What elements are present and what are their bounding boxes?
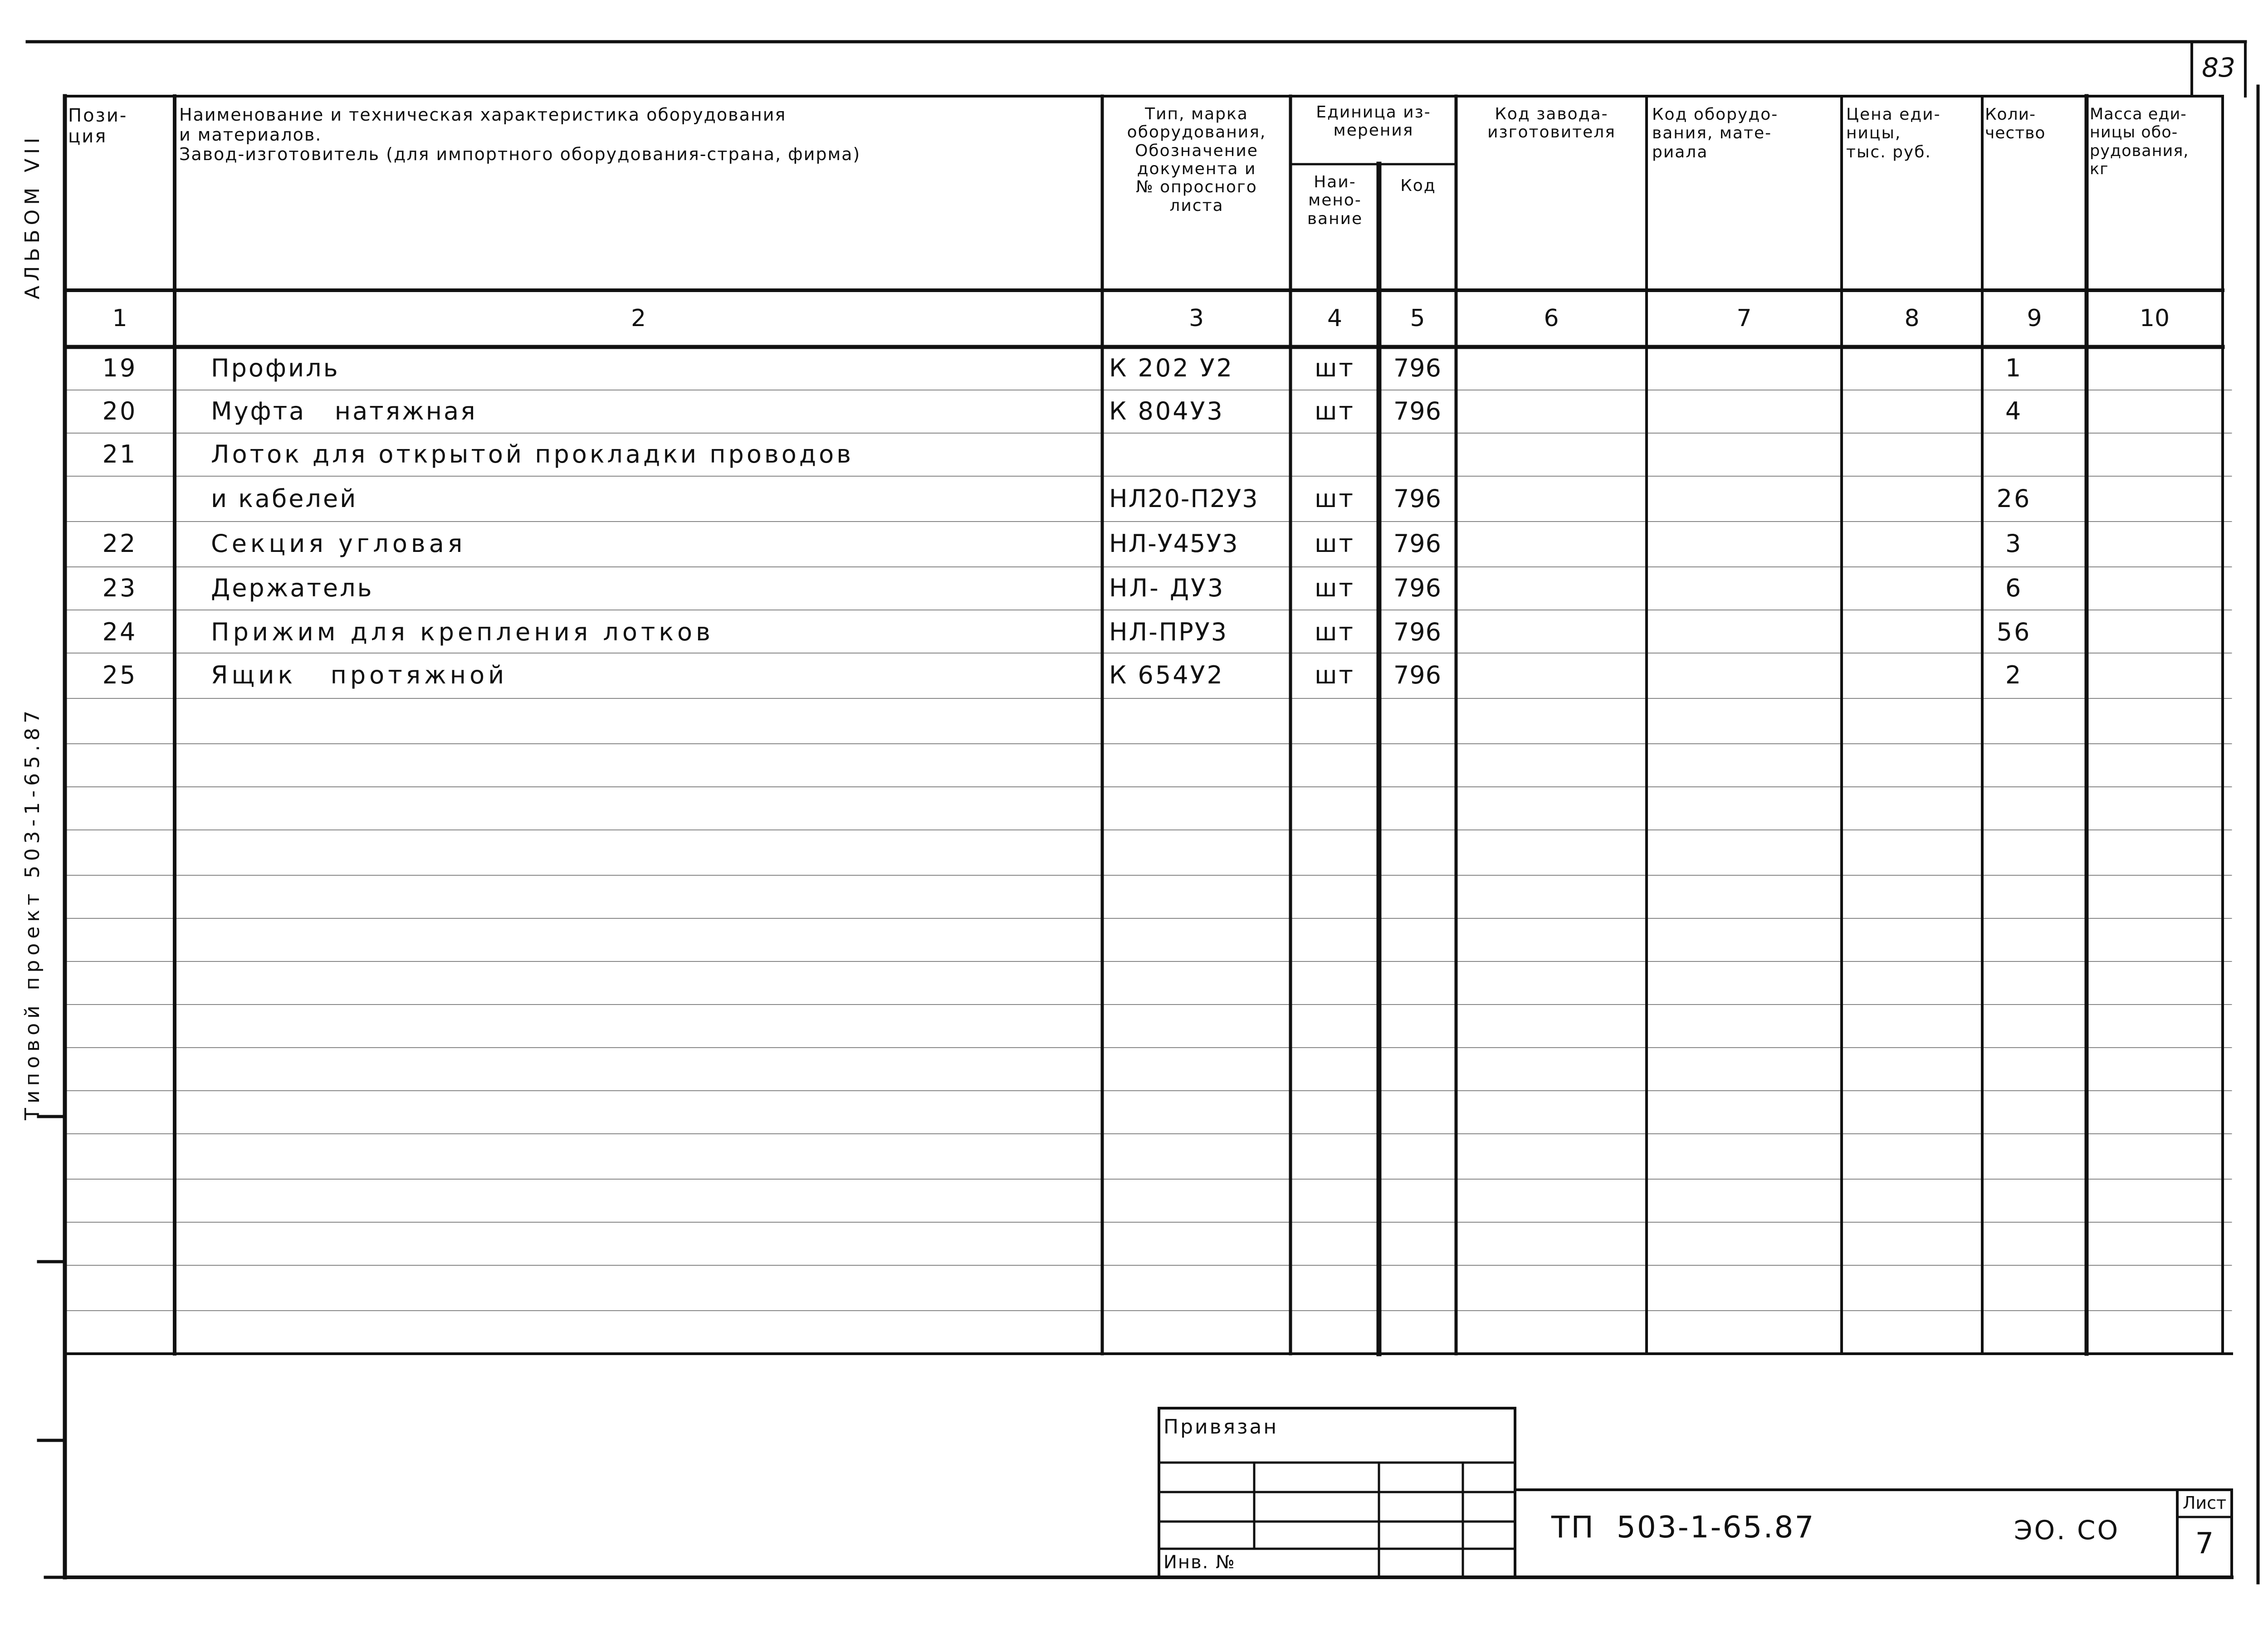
row-type: К 202 У2	[1109, 354, 1234, 382]
header-equipment-code: Код оборудо- вания, мате- риала	[1652, 105, 1779, 161]
row-position: 23	[102, 574, 137, 602]
row-quantity: 3	[2005, 529, 2023, 558]
column-number: 7	[1736, 305, 1752, 332]
row-quantity: 1	[2005, 354, 2023, 382]
row-code: 796	[1393, 354, 1442, 382]
row-name: и кабелей	[211, 484, 358, 513]
row-name: Муфта натяжная	[211, 397, 477, 425]
column-number: 10	[2139, 305, 2170, 332]
row-quantity: 2	[2005, 661, 2023, 689]
stamp-attached-label: Привязан	[1163, 1415, 1279, 1439]
header-position: Пози- ция	[68, 105, 128, 147]
stamp-inventory-label: Инв. №	[1163, 1552, 1236, 1573]
row-code: 796	[1393, 661, 1442, 689]
row-type: К 804У3	[1109, 397, 1224, 425]
row-quantity: 6	[2005, 574, 2023, 602]
header-price: Цена еди- ницы, тыс. руб.	[1846, 105, 1941, 161]
row-quantity: 56	[1996, 618, 2032, 646]
row-unit: шт	[1315, 661, 1355, 689]
header-name: Наименование и техническая характеристика оборудования и материалов. Завод-изготовитель (для импортного оборудования-страна, фирма)	[179, 105, 861, 165]
project-label: Типовой проект 503-1-65.87	[21, 706, 44, 1120]
column-number: 1	[112, 305, 127, 332]
row-name: Держатель	[211, 574, 374, 602]
header-unit-code: Код	[1400, 176, 1436, 195]
header-mass: Масса еди- ницы обо- рудования, кг	[2090, 105, 2189, 178]
header-type: Тип, марка оборудования, Обозначение документа и № опросного листа	[1127, 105, 1266, 215]
row-unit: шт	[1315, 529, 1355, 558]
row-unit: шт	[1315, 397, 1355, 425]
row-type: НЛ-ПРУ3	[1109, 618, 1228, 646]
row-name: Секция угловая	[211, 529, 466, 558]
column-number: 4	[1327, 305, 1343, 332]
row-unit: шт	[1315, 484, 1355, 513]
header-quantity: Коли- чество	[1985, 105, 2046, 143]
row-name: Ящик протяжной	[211, 661, 508, 689]
row-type: НЛ- ДУ3	[1109, 574, 1225, 602]
row-type: К 654У2	[1109, 661, 1224, 689]
row-unit: шт	[1315, 618, 1355, 646]
column-number: 3	[1188, 305, 1204, 332]
row-code: 796	[1393, 574, 1442, 602]
row-code: 796	[1393, 397, 1442, 425]
row-unit: шт	[1315, 354, 1355, 382]
row-code: 796	[1393, 529, 1442, 558]
column-number: 5	[1410, 305, 1425, 332]
column-number: 8	[1904, 305, 1920, 332]
row-position: 25	[102, 661, 137, 689]
row-name: Профиль	[211, 354, 340, 382]
document-code: ТП 503-1-65.87	[1551, 1510, 1815, 1545]
column-number: 9	[2027, 305, 2042, 332]
row-position: 24	[102, 618, 137, 646]
section-code: ЭО. СО	[2014, 1515, 2120, 1546]
row-position: 19	[102, 354, 137, 382]
row-type: НЛ20-П2У3	[1109, 484, 1259, 513]
row-unit: шт	[1315, 574, 1355, 602]
header-factory-code: Код завода- изготовителя	[1487, 105, 1616, 142]
row-position: 20	[102, 397, 137, 425]
row-quantity: 26	[1996, 484, 2032, 513]
row-quantity: 4	[2005, 397, 2023, 425]
sheet-label: Лист	[2182, 1493, 2227, 1513]
page-number: 83	[2202, 52, 2235, 83]
album-label: АЛЬБОМ VII	[21, 133, 44, 299]
column-number: 2	[631, 305, 646, 332]
column-number: 6	[1544, 305, 1559, 332]
row-type: НЛ-У45У3	[1109, 529, 1239, 558]
row-position: 22	[102, 529, 137, 558]
header-unit: Единица из- мерения	[1316, 103, 1431, 140]
row-code: 796	[1393, 484, 1442, 513]
row-code: 796	[1393, 618, 1442, 646]
row-name: Прижим для крепления лотков	[211, 618, 714, 646]
sheet-number: 7	[2195, 1527, 2214, 1561]
header-unit-name: Наи- мено- вание	[1307, 173, 1363, 228]
row-position: 21	[102, 440, 137, 468]
row-name: Лоток для открытой прокладки проводов	[211, 440, 854, 468]
